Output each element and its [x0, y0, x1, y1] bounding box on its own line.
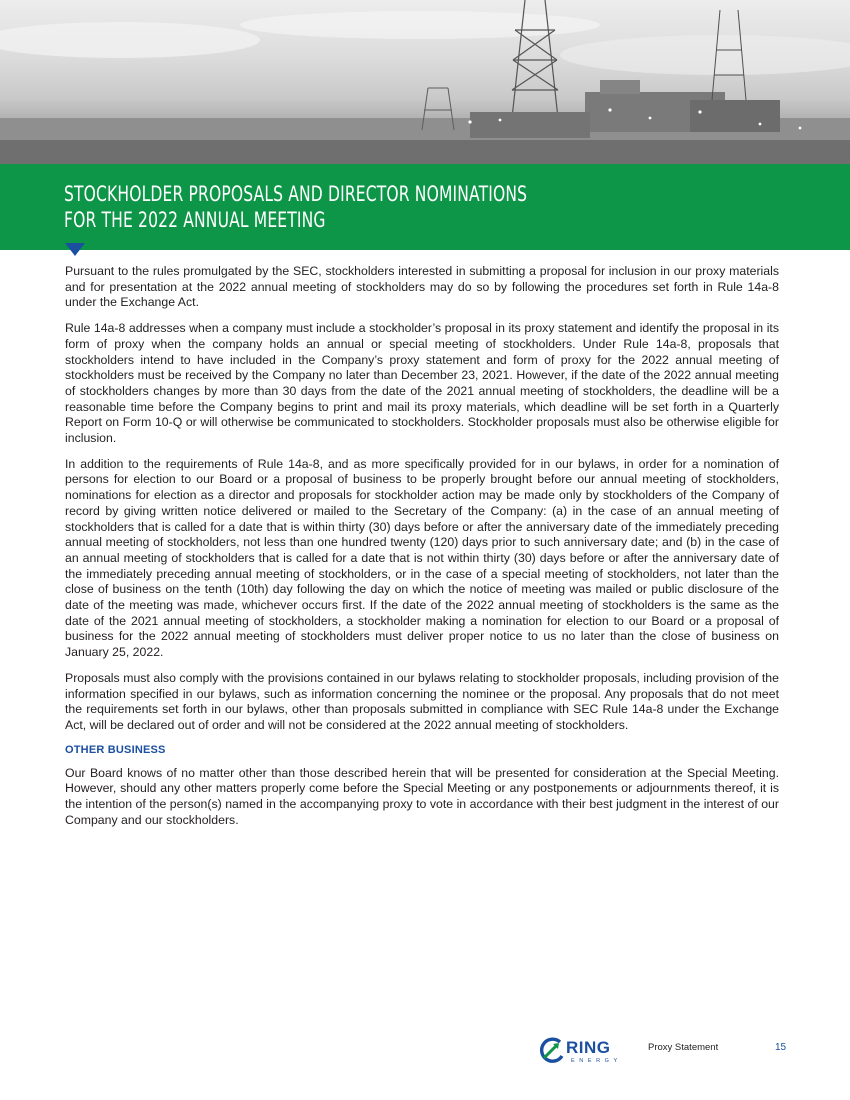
- ring-swoosh-icon: [538, 1036, 568, 1064]
- page-title-line-2: FOR THE 2022 ANNUAL MEETING: [64, 208, 326, 232]
- section-heading-other-business: OTHER BUSINESS: [65, 743, 166, 756]
- paragraph-bylaws-compliance: Proposals must also comply with the provisions contained in our bylaws relating to stockholder proposals, including provision of the information specified in our bylaws, such as information concerning the nominee or the proposal. Any proposals that do not meet the requirements set forth in our bylaws, other than proposals submitted in compliance with SEC Rule 14a-8 under the Exchange Act, will be declared out of order and will not be considered at the 2022 annual meeting of stockholders.: [65, 670, 779, 732]
- paragraph-bylaws-nomination: In addition to the requirements of Rule 14a-8, and as more specifically provided for in our bylaws, in order for a nomination of persons for election to our Board or a proposal of business to be properly brought before our annual meeting of stockholders, nominations for election as a director and proposals for stockholder action may be made only by stockholders of the Company of record by giving written notice delivered or mailed to the Secretary of the Company: (a) in the case of an annual meeting of stockholders that is called for a date that is within thirty (30) days before or after the anniversary date of the immediately preceding annual meeting of stockholders, not less than one hundred twenty (120) days prior to such anniversary date; and (b) in the case of an annual meeting of stockholders that is called for a date that is not within thirty (30) days before or after the anniversary date of the immediately preceding annual meeting of stockholders, or in the case of a special meeting of stockholders, not later than the close of business on the tenth (10th) day following the day on which the notice of meeting was mailed or public disclosure of the date of the meeting was made, whichever occurs first. If the date of the 2022 annual meeting of stockholders is the same as the date of the 2021 annual meeting of stockholders, a stockholder making a nomination for election to our Board or a proposal of business for the 2022 annual meeting of stockholders must deliver proper notice to us no later than the close of business on January 25, 2022.: [65, 456, 779, 660]
- ring-energy-logo: [538, 1036, 628, 1064]
- logo-subtext: ENERGY: [571, 1058, 622, 1064]
- oil-field-photo: [0, 0, 850, 164]
- main-content: [65, 264, 779, 839]
- logo-wordmark: RING: [566, 1038, 611, 1057]
- header-photo-banner: [0, 0, 850, 164]
- page-title: [64, 181, 527, 233]
- paragraph-intro: Pursuant to the rules promulgated by the SEC, stockholders interested in submitting a proposal for inclusion in our proxy materials and for presentation at the 2022 annual meeting of stockholders may do so by following the procedures set forth in Rule 14a-8 under the Exchange Act.: [65, 264, 779, 310]
- page-number: 15: [775, 1042, 787, 1053]
- paragraph-rule-14a-8: Rule 14a-8 addresses when a company must include a stockholder’s proposal in its proxy statement and identify the proposal in its form of proxy when the company holds an annual or special meeting of stockholders. Under Rule 14a-8, proposals that stockholders intend to have included in the Company’s proxy statement and form of proxy for the 2022 annual meeting of stockholders must be received by the Company no later than December 23, 2021. However, if the date of the 2022 annual meeting of stockholders changes by more than 30 days from the date of the 2021 annual meeting of stockholders, the deadline will be a reasonable time before the Company begins to print and mail its proxy materials, which deadline will be set forth in a Quarterly Report on Form 10-Q or will otherwise be communicated to stockholders. Stockholder proposals must also be otherwise eligible for inclusion.: [65, 321, 779, 446]
- footer-document-label: Proxy Statement: [648, 1042, 719, 1053]
- paragraph-other-business: Our Board knows of no matter other than those described herein that will be presented for consideration at the Special Meeting. However, should any other matters properly come before the Special Meeting or any postponements or adjournments thereof, it is the intention of the person(s) named in the accompanying proxy to vote in accordance with their best judgment in the interest of our Company and our stockholders.: [65, 765, 779, 827]
- page-footer: [0, 1030, 850, 1070]
- title-band: [0, 164, 850, 250]
- title-pointer-icon: [65, 243, 85, 256]
- page-title-line-1: STOCKHOLDER PROPOSALS AND DIRECTOR NOMINATIONS: [64, 182, 528, 206]
